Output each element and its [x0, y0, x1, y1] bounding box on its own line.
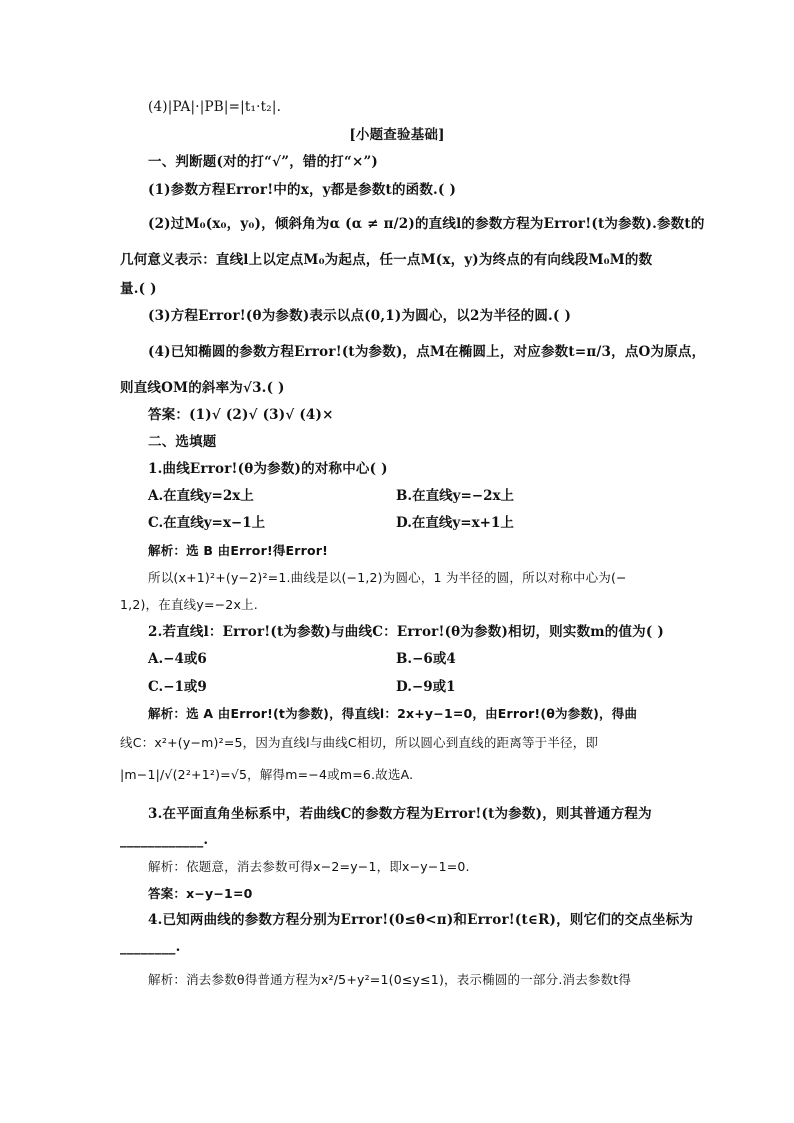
- question-2: 2.若直线l：Error!(t为参数)与曲线C：Error!(θ为参数)相切，则实数m的值为( ): [148, 624, 664, 640]
- text-line: (1)参数方程Error!中的x，y都是参数t的函数.( ): [148, 182, 457, 198]
- solution-line: 所以(x+1)²+(y−2)²=1.曲线是以(−1,2)为圆心，1 为半径的圆，所以对称中心为(−: [148, 570, 627, 585]
- text-line: (4)|PA|·|PB|=|t₁·t₂|.: [148, 99, 282, 115]
- text-line: 几何意义表示：直线l上以定点M₀为起点，任一点M(x，y)为终点的有向线段M₀M的数: [120, 252, 653, 268]
- q1-option-b: B.在直线y=−2x上: [396, 488, 515, 504]
- text-line: 量.( ): [120, 281, 157, 297]
- text-line: 一、判断题(对的打“√”，错的打“×”): [148, 154, 379, 170]
- text-line: (2)过M₀(x₀，y₀)，倾斜角为α (α ≠ π/2)的直线l的参数方程为Error!(t为参数).参数t的: [148, 216, 705, 232]
- blank-line: ________.: [120, 939, 181, 955]
- text-line: 则直线OM的斜率为√3.( ): [120, 380, 285, 396]
- solution-line: |m−1|/√(2²+1²)=√5，解得m=−4或m=6.故选A.: [120, 767, 414, 782]
- q1-option-c: C.在直线y=x−1上: [148, 515, 266, 531]
- question-3: 3.在平面直角坐标系中，若曲线C的参数方程为Error!(t为参数)，则其普通方程为: [148, 806, 652, 822]
- answer-line: 答案：(1)√ (2)√ (3)√ (4)×: [148, 407, 334, 423]
- q2-option-a: A.−4或6: [148, 651, 207, 667]
- question-1: 1.曲线Error!(θ为参数)的对称中心( ): [148, 461, 388, 477]
- solution-line: 线C：x²+(y−m)²=5，因为直线l与曲线C相切，所以圆心到直线的距离等于半径，即: [120, 735, 599, 750]
- answer-line: 答案：x−y−1=0: [148, 886, 253, 901]
- solution-line: 解析：选 A 由Error!(t为参数)，得直线l：2x+y−1=0，由Error!(θ为参数)，得曲: [148, 706, 638, 721]
- q2-option-d: D.−9或1: [396, 679, 456, 695]
- solution-line: 解析：依题意，消去参数可得x−2=y−1，即x−y−1=0.: [148, 859, 470, 874]
- text-line: (4)已知椭圆的参数方程Error!(t为参数)，点M在椭圆上，对应参数t=π/3，点O为原点，: [148, 344, 706, 360]
- section-heading: [小题查验基础]: [349, 127, 445, 143]
- q2-option-c: C.−1或9: [148, 679, 207, 695]
- section-title: 二、选填题: [148, 434, 217, 450]
- solution-line: 解析：选 B 由Error!得Error!: [148, 543, 329, 558]
- q1-option-a: A.在直线y=2x上: [148, 488, 254, 504]
- solution-line: 1,2)，在直线y=−2x上.: [120, 597, 258, 612]
- text-line: (3)方程Error!(θ为参数)表示以点(0,1)为圆心，以2为半径的圆.( ): [148, 308, 572, 324]
- solution-line: 解析：消去参数θ得普通方程为x²/5+y²=1(0≤y≤1)，表示椭圆的一部分.消去参数t得: [148, 972, 632, 987]
- blank-line: ____________.: [120, 832, 209, 848]
- q2-option-b: B.−6或4: [396, 651, 456, 667]
- q1-option-d: D.在直线y=x+1上: [396, 515, 514, 531]
- question-4: 4.已知两曲线的参数方程分别为Error!(0≤θ<π)和Error!(t∈R)，则它们的交点坐标为: [148, 912, 694, 928]
